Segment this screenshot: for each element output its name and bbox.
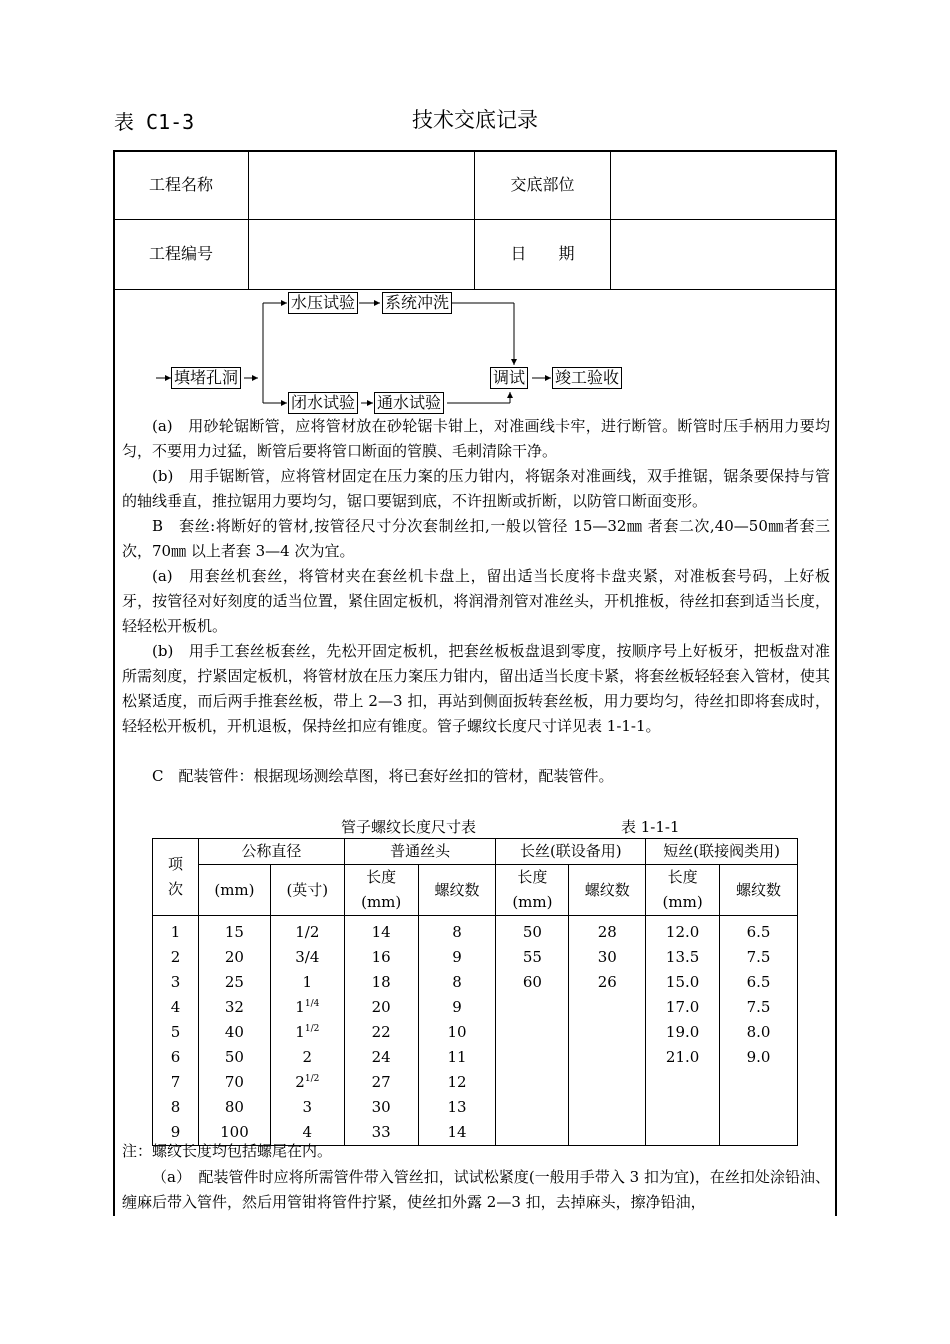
date-label: 日 期 xyxy=(510,244,575,263)
header-long-turns: 螺纹数 xyxy=(569,865,646,916)
cell-long-turns xyxy=(569,1020,646,1045)
cell-short-turns-value: 6.5 xyxy=(746,973,771,991)
cell-short-length xyxy=(646,1070,720,1095)
cell-normal-length-value: 18 xyxy=(371,973,391,991)
cell-short-length xyxy=(646,945,720,970)
cell-inch xyxy=(270,1020,344,1045)
inch-fraction-superscript: 1/2 xyxy=(304,1024,320,1034)
header-normal-turns: 螺纹数 xyxy=(418,865,496,916)
project-no-label: 工程编号 xyxy=(148,244,213,263)
page-title: 技术交底记录 xyxy=(412,108,538,132)
header-length-unit: (mm) xyxy=(512,893,553,911)
cell-mm xyxy=(198,1070,270,1095)
cell-normal-length-value: 27 xyxy=(371,1073,391,1091)
table-row xyxy=(153,1095,798,1120)
cell-item xyxy=(153,1095,199,1120)
header-normal-thread: 普通丝头 xyxy=(344,839,496,865)
cell-normal-turns-value: 9 xyxy=(452,998,462,1016)
cell-normal-length xyxy=(344,1020,418,1045)
cell-normal-turns xyxy=(418,1120,496,1146)
cell-inch-value: 2 xyxy=(302,1048,313,1066)
cell-normal-turns xyxy=(418,970,496,995)
cell-inch-value: 3/4 xyxy=(295,948,320,966)
cell-short-length-value: 21.0 xyxy=(665,1048,700,1066)
cell-item-value: 6 xyxy=(170,1048,181,1066)
flow-closed-water-test: 闭水试验 xyxy=(288,392,358,414)
flow-pressure-test: 水压试验 xyxy=(288,292,358,314)
cell-long-length-value: 55 xyxy=(522,948,542,966)
header-long-thread: 长丝(联设备用) xyxy=(496,839,646,865)
cell-normal-turns xyxy=(418,1070,496,1095)
header-length-text: 长度 xyxy=(667,868,698,886)
flow-connectors xyxy=(0,0,950,420)
cell-inch xyxy=(270,916,344,946)
flow-water-through-test: 通水试验 xyxy=(374,392,444,414)
cell-long-length xyxy=(496,1070,569,1095)
paragraph-fitting-assembly: （a） 配装管件时应将所需管件带入管丝扣，试试松紧度(一般用手带入 3 扣为宜)，在丝扣处涂铅油、缠麻后带入管件，然后用管钳将管件拧紧，使丝扣外露 2—3 扣，去掉麻头，擦净铅油， xyxy=(122,1168,830,1211)
cell-short-turns-value: 6.5 xyxy=(746,923,771,941)
cell-long-length-value: 60 xyxy=(522,973,542,991)
cell-long-turns-value: 28 xyxy=(597,923,617,941)
paragraph-threading: B 套丝:将断好的管材,按管径尺寸分次套制丝扣,一般以管径 15—32㎜ 者套二次,40—50㎜者套三次，70㎜ 以上者套 3—4 次为宜。 xyxy=(122,517,830,560)
cell-long-length xyxy=(496,1020,569,1045)
table-row xyxy=(153,970,798,995)
cell-normal-turns xyxy=(418,1045,496,1070)
cell-normal-length-value: 22 xyxy=(371,1023,391,1041)
cell-long-turns-value: 26 xyxy=(597,973,617,991)
table-row xyxy=(153,1020,798,1045)
cell-item-value: 2 xyxy=(170,948,181,966)
cell-item xyxy=(153,1020,199,1045)
cell-inch-value: 2 xyxy=(295,1073,305,1091)
header-long-length xyxy=(496,865,569,916)
cell-normal-turns-value: 12 xyxy=(447,1073,467,1091)
cell-mm xyxy=(198,970,270,995)
cell-mm xyxy=(198,1095,270,1120)
cell-normal-length xyxy=(344,945,418,970)
cell-long-length xyxy=(496,1095,569,1120)
cell-short-turns xyxy=(720,1070,798,1095)
cell-normal-length xyxy=(344,1095,418,1120)
cell-long-length xyxy=(496,970,569,995)
cell-short-length-value: 17.0 xyxy=(665,998,700,1016)
cell-inch-value: 3 xyxy=(302,1098,313,1116)
cell-mm-value: 40 xyxy=(224,1023,244,1041)
cell-normal-length-value: 24 xyxy=(371,1048,391,1066)
form-code: 表 C1-3 xyxy=(114,110,195,134)
cell-mm-value: 100 xyxy=(220,1123,249,1141)
handover-part-label: 交底部位 xyxy=(510,175,575,194)
inch-fraction-superscript: 1/4 xyxy=(304,999,320,1009)
cell-short-turns xyxy=(720,1120,798,1146)
cell-inch xyxy=(270,970,344,995)
cell-item xyxy=(153,1070,199,1095)
cell-inch-value: 1 xyxy=(295,998,305,1016)
table-row xyxy=(153,995,798,1020)
cell-mm-value: 32 xyxy=(224,998,244,1016)
cell-inch xyxy=(270,1095,344,1120)
cell-long-turns xyxy=(569,1070,646,1095)
cell-mm xyxy=(198,916,270,946)
cell-short-length-value: 12.0 xyxy=(665,923,700,941)
cell-long-turns xyxy=(569,1095,646,1120)
cell-long-length xyxy=(496,945,569,970)
header-short-thread: 短丝(联接阀类用) xyxy=(646,839,798,865)
cell-normal-turns xyxy=(418,1020,496,1045)
cell-inch-value: 1 xyxy=(295,1023,305,1041)
cell-inch xyxy=(270,1045,344,1070)
cell-normal-turns xyxy=(418,945,496,970)
cell-short-length xyxy=(646,916,720,946)
cell-mm-value: 15 xyxy=(224,923,244,941)
paragraph-machine-threading: (a) 用套丝机套丝，将管材夹在套丝机卡盘上，留出适当长度将卡盘夹紧，对准板套号码，上好板牙，按管径对好刻度的适当位置，紧住固定板机，将润滑剂管对准丝头，开机推板，待丝扣套到适当长度，轻轻松开板机。 xyxy=(122,567,830,635)
cell-short-turns xyxy=(720,995,798,1020)
cell-long-turns xyxy=(569,970,646,995)
cell-short-length xyxy=(646,1020,720,1045)
cell-inch-value: 1 xyxy=(302,973,313,991)
cell-short-turns xyxy=(720,1095,798,1120)
table-caption: 管子螺纹长度尺寸表 xyxy=(341,818,477,836)
paragraph-manual-threading: (b) 用手工套丝板套丝，先松开固定板机，把套丝板板盘退到零度，按顺序号上好板牙，把板盘对准所需刻度，拧紧固定板机，将管材放在压力案压力钳内，留出适当长度卡紧，将套丝板轻轻套入管材，使其松紧适度，而后两手推套丝板，带上 2—3 扣，再站到侧面扳转套丝板，用力要均匀，待丝扣即将套成时，轻轻松开板机，开机退板，保持丝扣应有锥度。管子螺纹长度尺寸详见表 1-1-1。 xyxy=(122,642,830,735)
header-mm: (mm) xyxy=(198,865,270,916)
thread-length-table xyxy=(152,838,798,1146)
cell-normal-length-value: 20 xyxy=(371,998,391,1016)
cell-short-turns-value: 9.0 xyxy=(746,1048,771,1066)
cell-mm-value: 20 xyxy=(224,948,244,966)
flow-fill-holes: 填堵孔洞 xyxy=(171,367,241,389)
cell-item-value: 3 xyxy=(170,973,181,991)
cell-short-turns xyxy=(720,1045,798,1070)
cell-short-length-value: 15.0 xyxy=(665,973,700,991)
cell-inch xyxy=(270,995,344,1020)
cell-normal-length xyxy=(344,995,418,1020)
cell-long-length xyxy=(496,995,569,1020)
cell-long-turns-value: 30 xyxy=(597,948,617,966)
cell-normal-turns-value: 8 xyxy=(452,923,462,941)
inch-fraction-superscript: 1/2 xyxy=(304,1074,320,1084)
cell-long-length xyxy=(496,916,569,946)
cell-short-turns-value: 7.5 xyxy=(746,948,771,966)
header-length-unit: (mm) xyxy=(361,893,402,911)
cell-normal-turns xyxy=(418,916,496,946)
cell-item-value: 4 xyxy=(170,998,181,1016)
cell-normal-turns-value: 10 xyxy=(447,1023,467,1041)
table-row xyxy=(153,1070,798,1095)
cell-normal-turns-value: 8 xyxy=(452,973,462,991)
header-inch: (英寸) xyxy=(270,865,344,916)
cell-short-length xyxy=(646,970,720,995)
cell-long-turns xyxy=(569,945,646,970)
cell-mm xyxy=(198,1020,270,1045)
paragraph-cut-handsaw: (b) 用手锯断管，应将管材固定在压力案的压力钳内，将锯条对准画线，双手推锯，锯条要保持与管的轴线垂直，推拉锯用力要均匀，锯口要锯到底，不许扭断或折断，以防管口断面变形。 xyxy=(122,467,830,510)
cell-item xyxy=(153,1045,199,1070)
cell-mm xyxy=(198,995,270,1020)
cell-short-turns xyxy=(720,916,798,946)
header-normal-length xyxy=(344,865,418,916)
cell-normal-turns-value: 9 xyxy=(452,948,462,966)
table-row xyxy=(153,1045,798,1070)
cell-item xyxy=(153,995,199,1020)
table-row xyxy=(153,945,798,970)
cell-normal-turns xyxy=(418,995,496,1020)
cell-normal-length xyxy=(344,1045,418,1070)
cell-short-length xyxy=(646,995,720,1020)
cell-short-length xyxy=(646,1045,720,1070)
table-row xyxy=(153,916,798,946)
cell-inch-value: 4 xyxy=(302,1123,313,1141)
header-short-length xyxy=(646,865,720,916)
project-name-label: 工程名称 xyxy=(148,175,213,194)
cell-inch xyxy=(270,1070,344,1095)
cell-mm-value: 70 xyxy=(224,1073,244,1091)
cell-short-turns xyxy=(720,1020,798,1045)
cell-mm-value: 80 xyxy=(224,1098,244,1116)
cell-inch xyxy=(270,945,344,970)
cell-item xyxy=(153,945,199,970)
cell-long-turns xyxy=(569,995,646,1020)
cell-item-value: 1 xyxy=(170,923,181,941)
header-item: 项次 xyxy=(153,839,199,916)
table-number: 表 1-1-1 xyxy=(621,818,680,836)
cell-mm xyxy=(198,1045,270,1070)
cell-short-turns xyxy=(720,970,798,995)
cell-short-length-value: 19.0 xyxy=(665,1023,700,1041)
cell-normal-length xyxy=(344,916,418,946)
cell-normal-turns-value: 13 xyxy=(447,1098,467,1116)
cell-normal-length-value: 30 xyxy=(371,1098,391,1116)
cell-mm-value: 25 xyxy=(224,973,244,991)
cell-short-turns-value: 8.0 xyxy=(746,1023,771,1041)
header-nominal-diameter: 公称直径 xyxy=(198,839,344,865)
cell-normal-turns xyxy=(418,1095,496,1120)
cell-normal-turns-value: 11 xyxy=(447,1048,467,1066)
header-length-text: 长度 xyxy=(366,868,397,886)
cell-long-turns xyxy=(569,1120,646,1146)
flow-flush: 系统冲洗 xyxy=(382,292,452,314)
cell-normal-length xyxy=(344,1120,418,1146)
cell-normal-length-value: 16 xyxy=(371,948,391,966)
cell-item-value: 5 xyxy=(170,1023,181,1041)
cell-long-turns xyxy=(569,1045,646,1070)
cell-item xyxy=(153,916,199,946)
cell-mm xyxy=(198,945,270,970)
cell-long-length xyxy=(496,1045,569,1070)
cell-normal-length xyxy=(344,970,418,995)
flow-commissioning: 调试 xyxy=(490,367,528,389)
cell-short-turns-value: 7.5 xyxy=(746,998,771,1016)
flow-acceptance: 竣工验收 xyxy=(552,367,622,389)
header-short-turns: 螺纹数 xyxy=(720,865,798,916)
cell-normal-length-value: 33 xyxy=(371,1123,391,1141)
cell-short-length xyxy=(646,1095,720,1120)
cell-normal-turns-value: 14 xyxy=(447,1123,467,1141)
cell-normal-length xyxy=(344,1070,418,1095)
cell-normal-length-value: 14 xyxy=(371,923,391,941)
paragraph-cut-grinder: (a) 用砂轮锯断管，应将管材放在砂轮锯卡钳上，对准画线卡牢，进行断管。断管时压手柄用力要均匀，不要用力过猛，断管后要将管口断面的管膜、毛刺清除干净。 xyxy=(122,417,830,460)
cell-short-length-value: 13.5 xyxy=(665,948,700,966)
cell-mm-value: 50 xyxy=(224,1048,244,1066)
cell-short-length xyxy=(646,1120,720,1146)
paragraph-fittings: C 配装管件：根据现场测绘草图，将已套好丝扣的管材，配装管件。 xyxy=(152,767,614,785)
cell-short-turns xyxy=(720,945,798,970)
header-length-text: 长度 xyxy=(517,868,548,886)
cell-item-value: 7 xyxy=(170,1073,181,1091)
cell-item-value: 8 xyxy=(170,1098,181,1116)
table-note: 注：螺纹长度均包括螺尾在内。 xyxy=(122,1142,333,1160)
cell-item xyxy=(153,970,199,995)
cell-long-length xyxy=(496,1120,569,1146)
cell-item-value: 9 xyxy=(170,1123,181,1141)
cell-long-turns xyxy=(569,916,646,946)
table-body xyxy=(153,916,798,1146)
cell-inch-value: 1/2 xyxy=(295,923,320,941)
cell-long-length-value: 50 xyxy=(522,923,542,941)
header-length-unit: (mm) xyxy=(662,893,703,911)
